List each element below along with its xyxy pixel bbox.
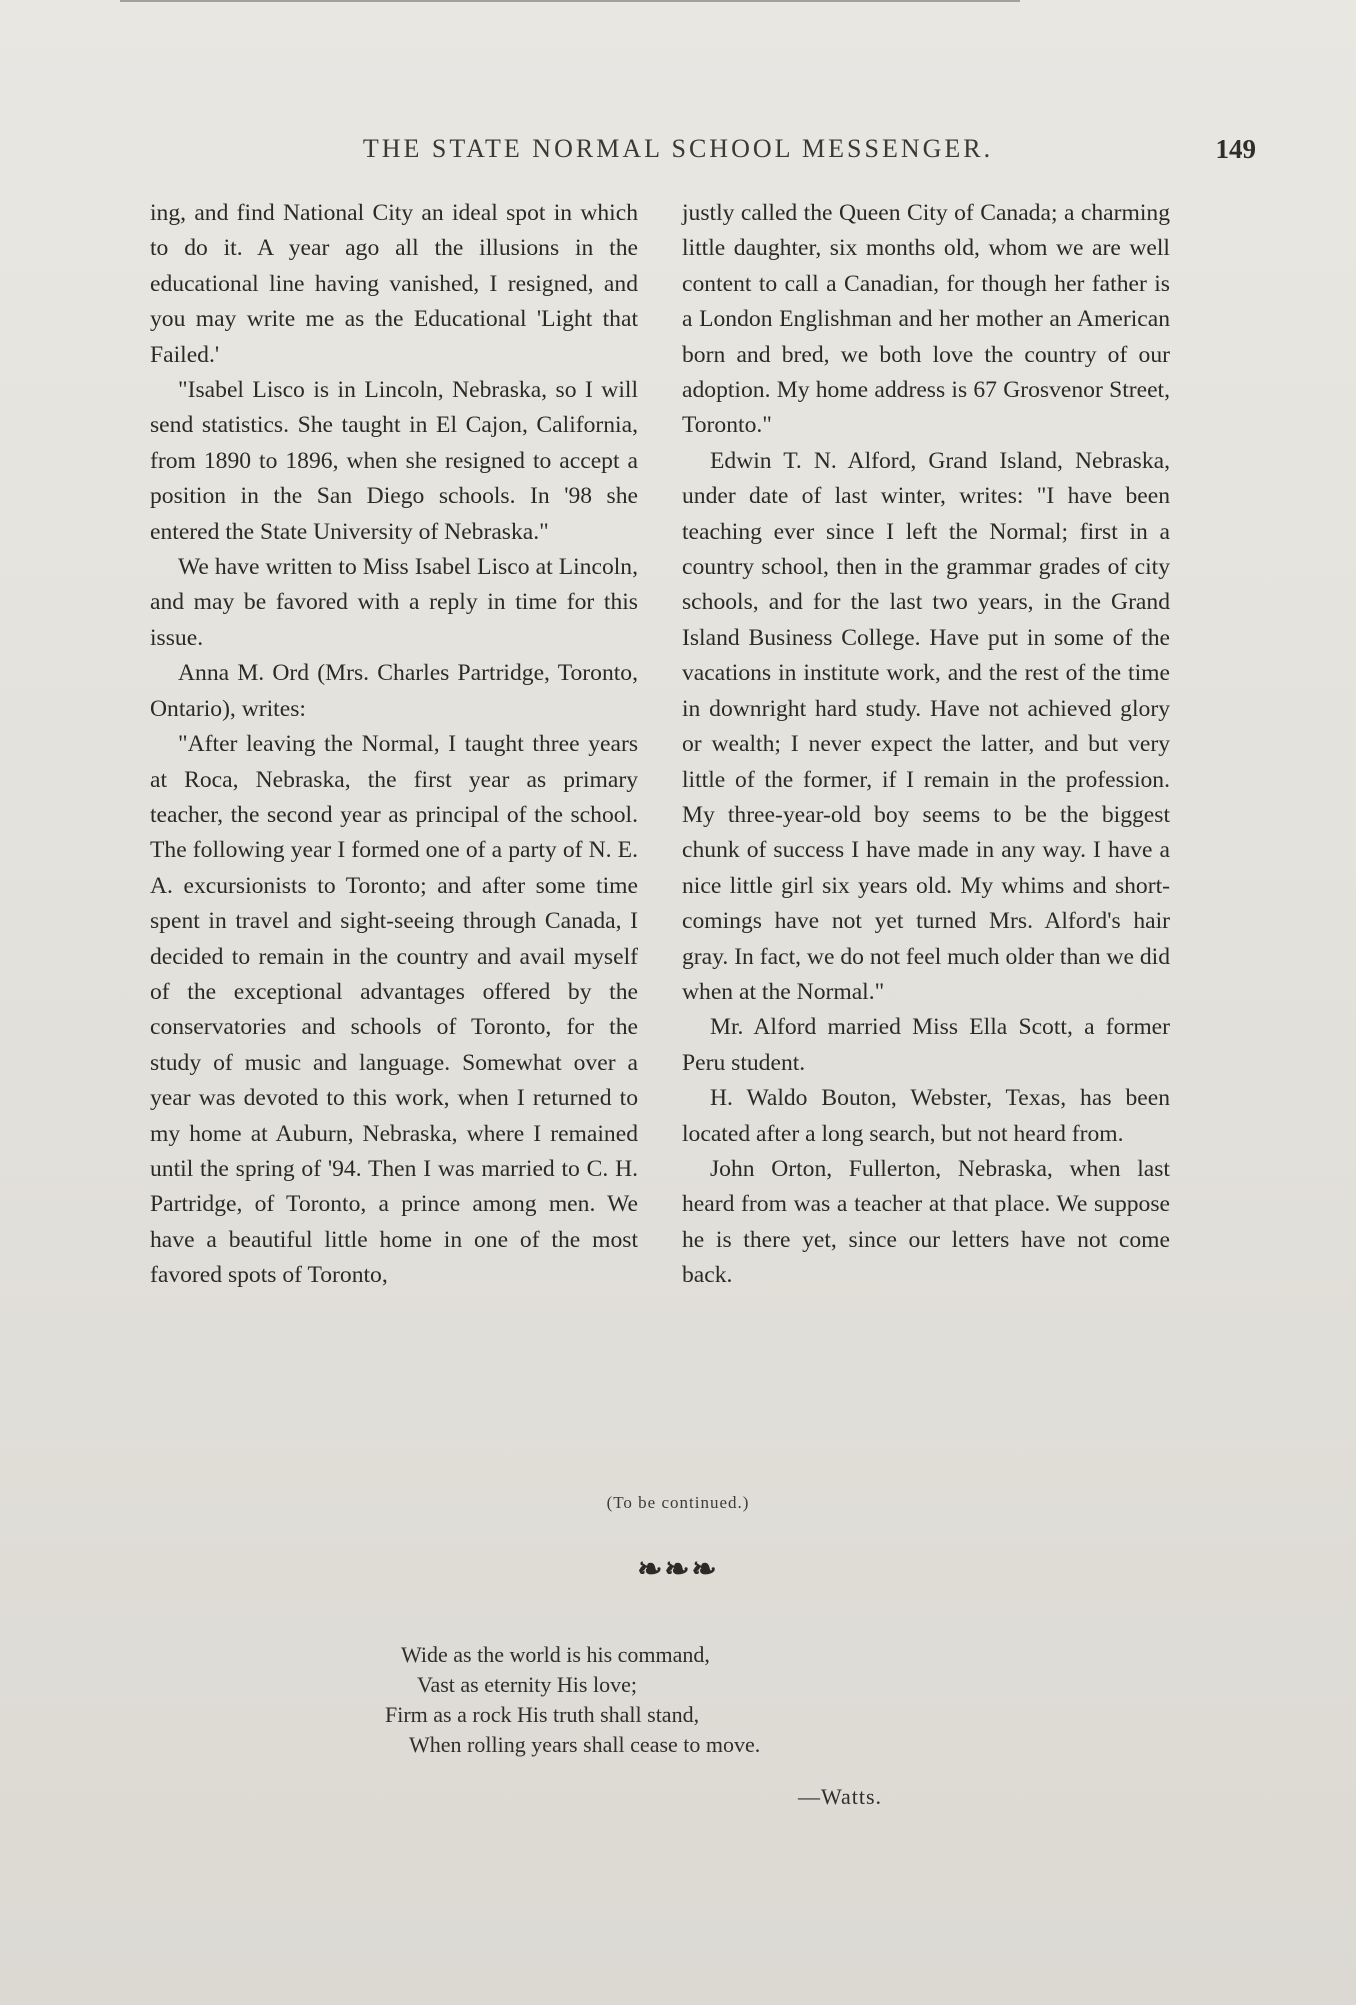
paragraph: Mr. Alford married Miss Ella Scott, a former Peru student. — [682, 1014, 1170, 1076]
paragraph: "After leaving the Normal, I taught three years at Roca, Nebraska, the first year as primary teacher, the second year as principal of the school. The following year I formed one of a party of N. E. A. excursionists to Toronto; and after some time spent in travel and sight-seeing through Canada, I decided to remain in the country and avail myself of the exceptional advantages offered by the conservatories and schools of Toronto, for the study of music and language. Somewhat over a year was devoted to this work, when I returned to my home at Auburn, Nebraska, where I remained until the spring of '94. Then I was married to C. H. Partridge, of Toronto, a prince among men. We have a beautiful little home in one of the most favored spots of Toronto, — [150, 731, 638, 1289]
paragraph: Anna M. Ord (Mrs. Charles Partridge, Toronto, Ontario), writes: — [150, 660, 638, 722]
right-column — [682, 196, 1170, 1294]
paragraph: We have written to Miss Isabel Lisco at Lincoln, and may be favored with a reply in time for this issue. — [150, 554, 638, 651]
poem — [385, 1640, 985, 1760]
poem-attribution: —Watts. — [798, 1784, 883, 1809]
paragraph: Edwin T. N. Alford, Grand Island, Nebraska, under date of last winter, writes: "I have been teaching ever since I left the Normal; first in a country school, then in the grammar grades of city schools, and for the last two years, in the Grand Island Business College. Have put in some of the vacations in institute work, and the rest of the time in downright hard study. Have not achieved glory or wealth; I never expect the latter, and but very little of the former, if I remain in the profession. My three-year-old boy seems to be the biggest chunk of success I have made in any way. I have a nice little girl six years old. My whims and short-comings have not yet turned Mrs. Alford's hair gray. In fact, we do not feel much older than we did when at the Normal." — [682, 447, 1170, 1005]
left-column — [150, 196, 638, 1294]
paragraph: ing, and find National City an ideal spot in which to do it. A year ago all the illusions in the educational line having vanished, I resigned, and you may write me as the Educational 'Light that Failed.' — [150, 200, 638, 368]
continued-note: (To be continued.) — [606, 1493, 750, 1512]
poem-line: Firm as a rock His truth shall stand, — [385, 1702, 700, 1727]
poem-line: Vast as eternity His love; — [417, 1672, 637, 1697]
article-columns — [150, 196, 1234, 1476]
ornament-divider: ❧❧❧ — [637, 1553, 719, 1586]
paragraph: John Orton, Fullerton, Nebraska, when last heard from was a teacher at that place. We suppose he is there yet, since our letters have not come back. — [682, 1155, 1170, 1289]
running-title: THE STATE NORMAL SCHOOL MESSENGER. — [362, 134, 994, 163]
paragraph: "Isabel Lisco is in Lincoln, Nebraska, so I will send statistics. She taught in El Cajon, California, from 1890 to 1896, when she resigned to accept a position in the San Diego schools. In '98 she entered the State University of Nebraska." — [150, 377, 638, 545]
page-number: 149 — [1215, 134, 1256, 164]
poem-line: Wide as the world is his command, — [401, 1642, 710, 1667]
paragraph: H. Waldo Bouton, Webster, Texas, has been located after a long search, but not heard from. — [682, 1085, 1170, 1147]
top-rule — [120, 0, 1020, 2]
running-head — [60, 134, 1296, 170]
poem-line: When rolling years shall cease to move. — [409, 1732, 761, 1757]
paragraph: justly called the Queen City of Canada; a charming little daughter, six months old, whom we are well content to call a Canadian, for though her father is a London Englishman and her mother an American born and bred, we both love the country of our adoption. My home address is 67 Grosvenor Street, Toronto." — [682, 200, 1170, 439]
